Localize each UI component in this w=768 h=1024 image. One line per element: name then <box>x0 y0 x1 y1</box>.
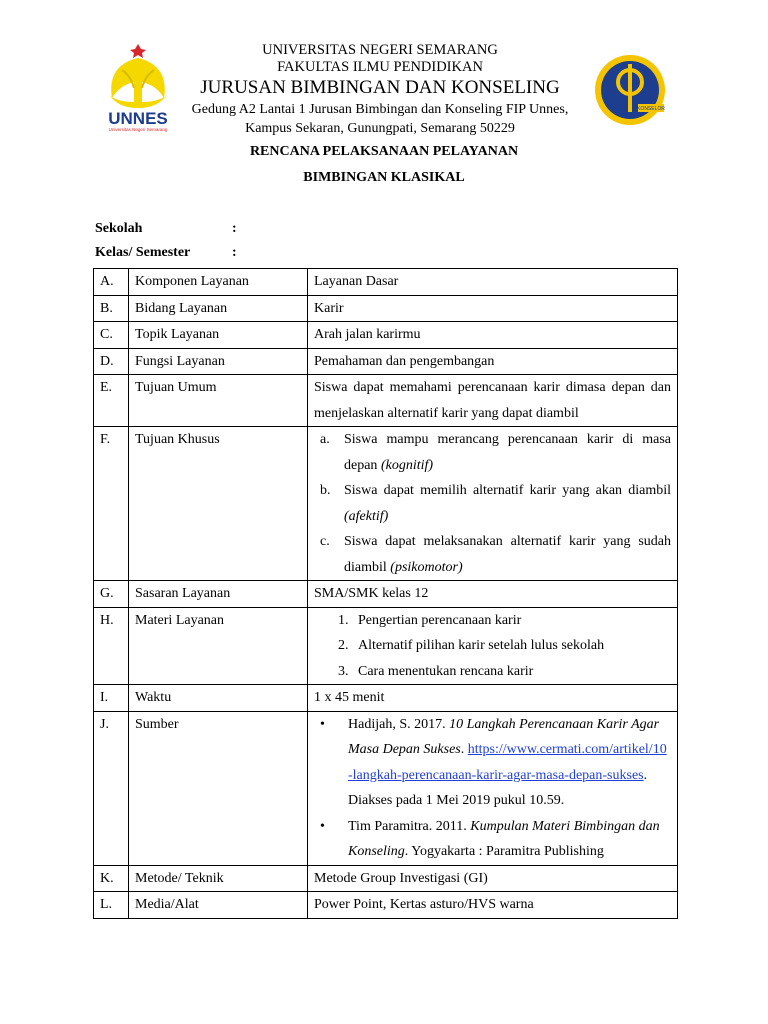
list-item: 1. Pengertian perencanaan karir <box>338 612 522 628</box>
list-item: • Tim Paramitra. 2011. Kumpulan Materi Bimbingan dan Konseling. Yogyakarta : Paramitra Publishing <box>314 814 671 865</box>
table-row: D. Fungsi Layanan Pemahaman dan pengembangan <box>94 348 678 375</box>
school-colon: : <box>232 221 237 236</box>
unnes-logo <box>100 40 176 132</box>
list-item: a. Siswa mampu merancang perencanaan karir di masa depan (kognitif) <box>320 432 671 473</box>
svg-text:UNNES: UNNES <box>108 109 168 128</box>
school-field <box>95 221 237 237</box>
bullet-icon: • <box>320 818 325 834</box>
university-name: UNIVERSITAS NEGERI SEMARANG <box>262 42 498 58</box>
letterhead <box>170 42 590 138</box>
list-item: c. Siswa dapat melaksanakan alternatif karir yang sudah diambil (psikomotor) <box>320 534 671 575</box>
table-row: B. Bidang Layanan Karir <box>94 295 678 322</box>
department-name: JURUSAN BIMBINGAN DAN KONSELING <box>200 77 560 98</box>
bullet-icon: • <box>320 716 325 732</box>
class-semester-label: Kelas/ Semester <box>95 245 191 260</box>
specific-goals-list <box>314 427 671 580</box>
table-row: K. Metode/ Teknik Metode Group Investigasi (GI) <box>94 865 678 892</box>
table-row: G. Sasaran Layanan SMA/SMK kelas 12 <box>94 581 678 608</box>
class-semester-colon: : <box>232 245 237 260</box>
table-row: L. Media/Alat Power Point, Kertas asturo/HVS warna <box>94 892 678 919</box>
list-item: 3. Cara menentukan rencana karir <box>338 663 534 679</box>
table-row: I. Waktu 1 x 45 menit <box>94 685 678 712</box>
source-link[interactable]: https://www.cermati.com/artikel/10-langkah-perencanaan-karir-agar-masa-depan-sukses <box>348 742 667 783</box>
address-line-2: Kampus Sekaran, Gunungpati, Semarang 50229 <box>245 121 515 136</box>
table-row: J. Sumber • Hadijah, S. 2017. 10 Langkah Perencanaan Karir Agar Masa Depan Sukses. https://www.cermati.com/artikel/10-langkah-perencanaan-karir-agar-masa-depan-sukses. Diakses pada 1 Mei 2019 pukul 10.59. • Tim Paramitra. 2011. Kumpulan Materi Bimbingan dan Konseling. Yogyakarta : Paramitra Publishing <box>94 711 678 865</box>
table-row: E. Tujuan Umum Siswa dapat memahami perencanaan karir dimasa depan dan menjelaskan alternatif karir yang dapat diambil <box>94 375 678 427</box>
faculty-name: FAKULTAS ILMU PENDIDIKAN <box>277 59 483 75</box>
list-item: • Hadijah, S. 2017. 10 Langkah Perencanaan Karir Agar Masa Depan Sukses. https://www.cermati.com/artikel/10-langkah-perencanaan-karir-agar-masa-depan-sukses. Diakses pada 1 Mei 2019 pukul 10.59. <box>314 712 671 814</box>
class-semester-field <box>95 245 237 261</box>
list-item: 2. Alternatif pilihan karir setelah lulus sekolah <box>338 638 605 653</box>
source-list <box>314 712 671 865</box>
konselor-logo <box>592 52 668 128</box>
table-row: H. Materi Layanan 1. Pengertian perencanaan karir 2. Alternatif pilihan karir setelah lulus sekolah 3. Cara menentukan rencana karir <box>94 607 678 685</box>
table-row: F. Tujuan Khusus a. Siswa mampu merancang perencanaan karir di masa depan (kognitif) b. Siswa dapat memilih alternatif karir yang akan diambil (afektif) c. Siswa dapat melaksanakan alternatif karir yang sudah diambil (psikomotor) <box>94 427 678 581</box>
list-item: b. Siswa dapat memilih alternatif karir yang akan diambil (afektif) <box>320 483 671 524</box>
svg-text:Universitas Negeri Semarang: Universitas Negeri Semarang <box>108 127 168 132</box>
document-title: RENCANA PELAKSANAAN PELAYANAN <box>249 144 519 159</box>
svg-text:KONSELOR: KONSELOR <box>637 106 665 112</box>
table-row: A. Komponen Layanan Layanan Dasar <box>94 269 678 296</box>
table-row: C. Topik Layanan Arah jalan karirmu <box>94 322 678 349</box>
material-list <box>314 608 671 685</box>
plan-table <box>93 268 678 919</box>
document-subtitle: BIMBINGAN KLASIKAL <box>303 170 465 185</box>
school-label: Sekolah <box>95 221 143 236</box>
address-line-1: Gedung A2 Lantai 1 Jurusan Bimbingan dan Konseling FIP Unnes, <box>191 102 569 117</box>
